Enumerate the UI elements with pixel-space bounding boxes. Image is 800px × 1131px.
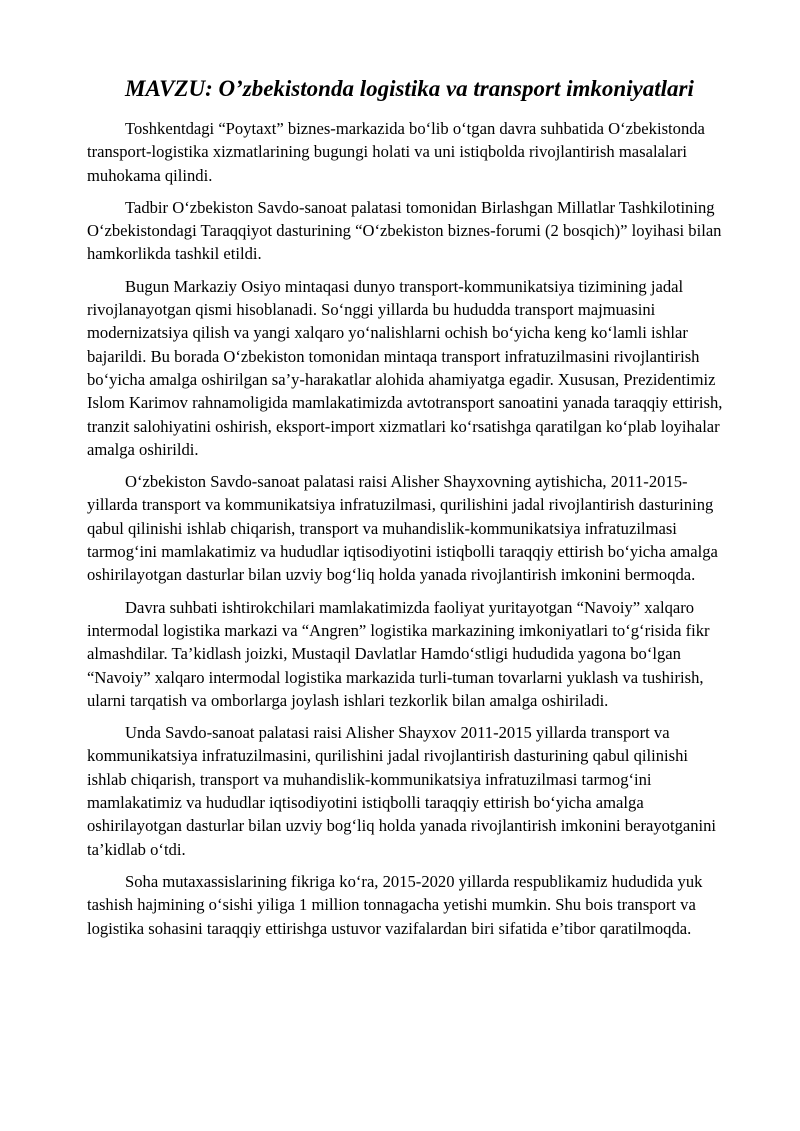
paragraph-1: Toshkentdagi “Poytaxt” biznes-markazida bo‘lib o‘tgan davra suhbatida O‘zbekistonda transport-logistika xizmatlarining bugungi holati va uni istiqbolda rivojlantirish masalalari muhokama qilindi. [87, 119, 705, 185]
paragraph-2: Tadbir O‘zbekiston Savdo-sanoat palatasi tomonidan Birlashgan Millatlar Tashkilotining O‘zbekistondagi Taraqqiyot dasturining “O‘zbekiston biznes-forumi (2 bosqich)” loyihasi bilan hamkorlikda tashkil etildi. [87, 197, 722, 264]
document-page [87, 74, 727, 949]
paragraph-6: Unda Savdo-sanoat palatasi raisi Alisher Shayxov 2011-2015 yillarda transport va kommunikatsiya infratuzilmasini, qurilishini jadal rivojlantirish dasturining qabul qilinishi ishlab chiqarish, transport va muhandislik-kommunikatsiya infratuzilmasi tarmog‘ini mamlakatimiz va hududlar iqtisodiyotini istiqbolli taraqqiy ettirish bo‘yicha amalga oshirilayotgan dasturlar bilan uzviy bog‘liq holda yanada rivojlantirish imkonini berayotganini ta’kidlab o‘tdi. [87, 723, 717, 859]
paragraph-4: O‘zbekiston Savdo-sanoat palatasi raisi Alisher Shayxovning aytishicha, 2011-2015-yillarda transport va kommunikatsiya infratuzilmasi, qurilishini jadal rivojlantirish dasturining qabul qilinishi ishlab chiqarish, transport va muhandislik-kommunikatsiya infratuzilmasi tarmog‘ini mamlakatimiz va hududlar iqtisodiyotini istiqbolli taraqqiy ettirish bo‘yicha amalga oshirilayotgan dasturlar bilan uzviy bog‘liq holda yanada rivojlantirish imkonini bermoqda. [87, 472, 718, 585]
document-title: MAVZU: O’zbekistonda logistika va transport imkoniyatlari [125, 76, 694, 101]
paragraph-7: Soha mutaxassislarining fikriga ko‘ra, 2015-2020 yillarda respublikamiz hududida yuk tashish hajmining o‘sishi yiliga 1 million tonnagacha yetishi mumkin. Shu bois transport va logistika sohasini taraqqiy ettirishga ustuvor vazifalardan biri sifatida e’tibor qaratilmoqda. [87, 871, 703, 938]
paragraph-3: Bugun Markaziy Osiyo mintaqasi dunyo transport-kommunikatsiya tizimining jadal rivojlanayotgan qismi hisoblanadi. So‘nggi yillarda bu hududda transport majmuasini modernizatsiya qilish va yangi xalqaro yo‘nalishlarni ochish bo‘yicha keng ko‘lamli ishlar bajarildi. Bu borada O‘zbekiston tomonidan mintaqa transport infratuzilmasini rivojlantirish bo‘yicha amalga oshirilgan sa’y-harakatlar alohida ahamiyatga egadir. Xususan, Prezidentimiz Islom Karimov rahnamoligida mamlakatimizda avtotransport sanoatini yanada taraqqiy ettirish, tranzit salohiyatini oshirish, eksport-import xizmatlari ko‘rsatishga qaratilgan ko‘plab loyihalar amalga oshirildi. [87, 276, 723, 459]
paragraph-5: Davra suhbati ishtirokchilari mamlakatimizda faoliyat yuritayotgan “Navoiy” xalqaro intermodal logistika markazi va “Angren” logistika markazining imkoniyatlari to‘g‘risida fikr almashdilar. Ta’kidlash joizki, Mustaqil Davlatlar Hamdo‘stligi hududida yagona bo‘lgan “Navoiy” xalqaro intermodal logistika markazida turli-tuman tovarlarni yuklash va tushirish, ularni tarqatish va omborlarga joylash ishlari tezkorlik bilan amalga oshiriladi. [87, 597, 710, 710]
